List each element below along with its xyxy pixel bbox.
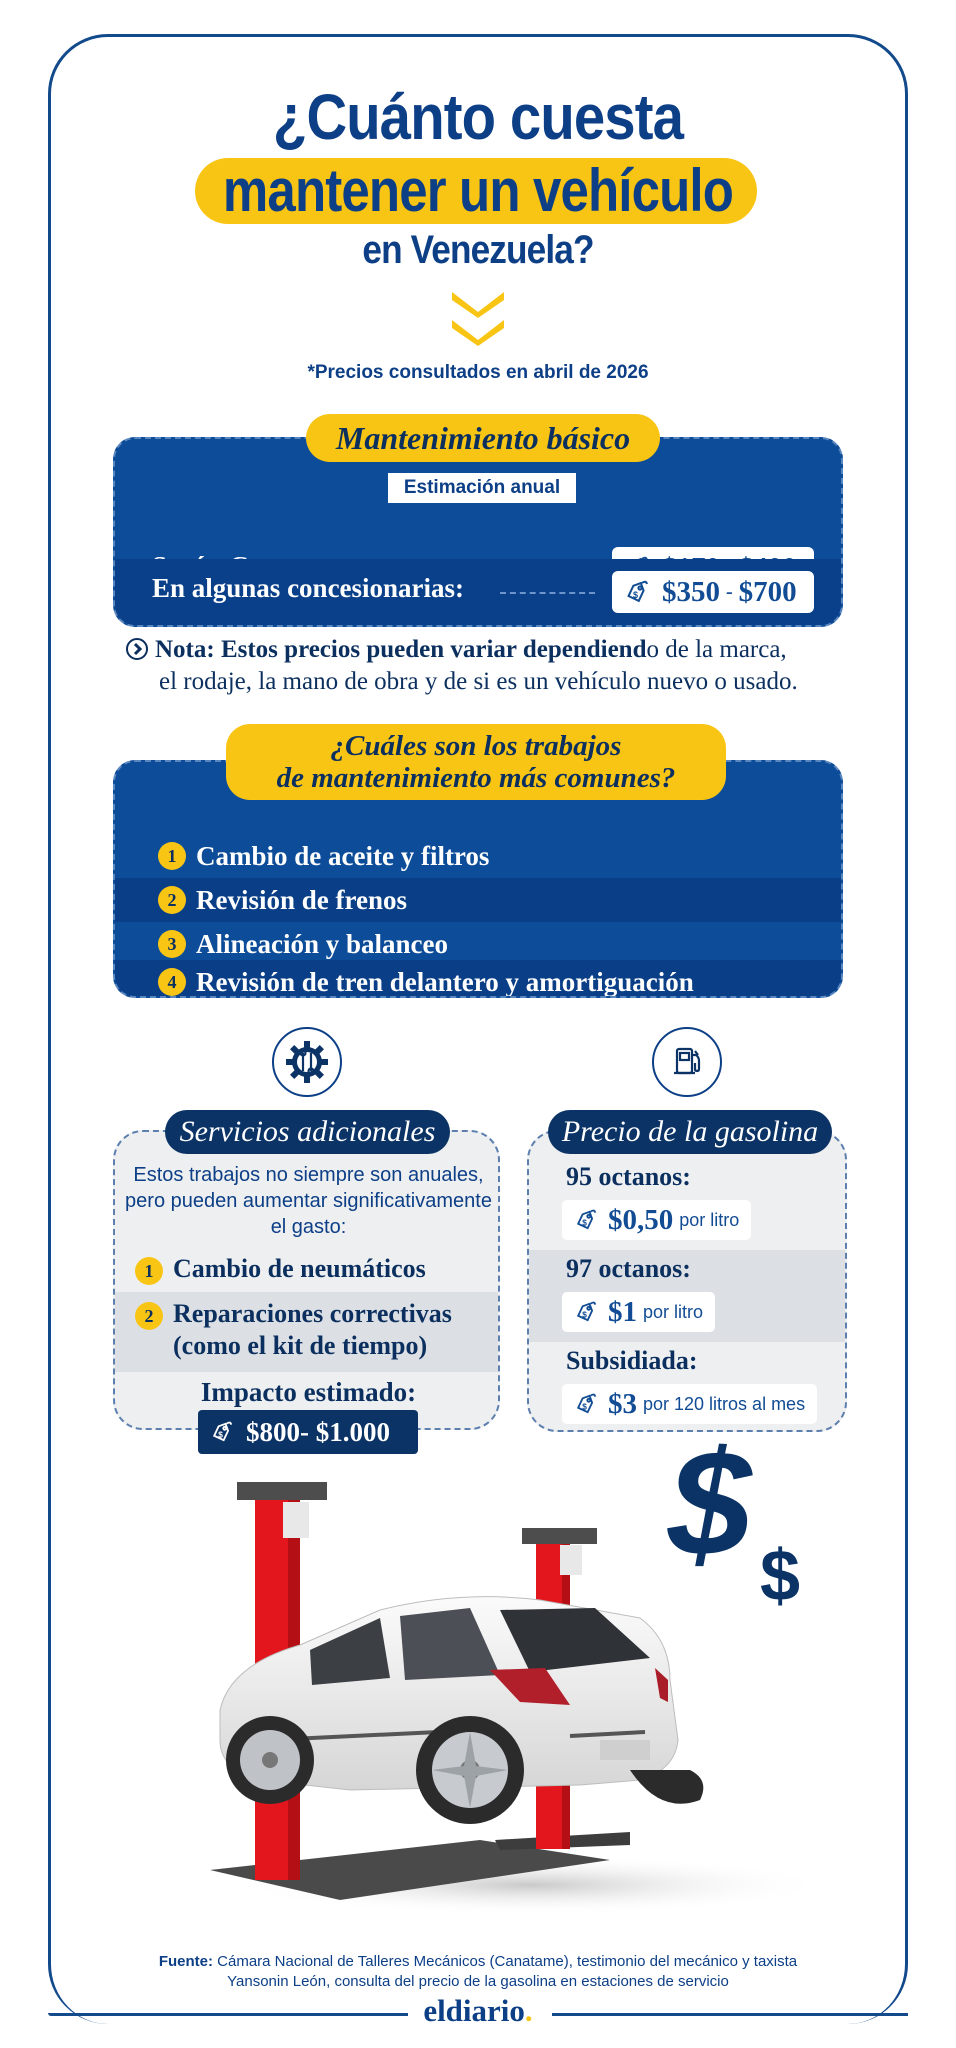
gas-price-box (562, 1384, 817, 1424)
gas-unit: por litro (679, 1209, 740, 1230)
chevron-down-icon (450, 290, 506, 318)
gas-amount: $3 (608, 1387, 637, 1420)
gas-amount: $0,50 (608, 1203, 674, 1236)
price-low: $350 (662, 575, 720, 608)
gas-price-box (562, 1200, 751, 1240)
gas-unit: por 120 litros al mes (643, 1393, 806, 1414)
source-text-line-2: Yansonin León, consulta del precio de la gasolina en estaciones de servicio (227, 1973, 729, 1990)
eldiario-logo (0, 1993, 956, 2029)
gas-price-box (562, 1292, 715, 1332)
fuel-pump-icon (652, 1027, 722, 1097)
price-tag-icon (210, 1420, 234, 1444)
price-high: $700 (738, 575, 797, 608)
job-label: Alineación y balanceo (196, 928, 449, 959)
impact-value-box (198, 1410, 418, 1454)
list-item (115, 1249, 500, 1291)
logo-text: eldiario (423, 1993, 525, 2028)
price-variation-note (125, 634, 845, 698)
annual-estimate-label: Estimación anual (388, 473, 576, 503)
price-tag-icon (624, 579, 650, 605)
svg-text:$: $ (582, 1217, 587, 1228)
dollar-sign-small-icon: $ (760, 1536, 801, 1616)
price-tag-icon (574, 1300, 598, 1324)
octane-label: 95 octanos: (566, 1162, 691, 1191)
job-label: Revisión de tren delantero y amortiguación (196, 966, 694, 997)
chevron-right-circle-icon (125, 637, 149, 661)
job-label: Cambio de aceite y filtros (196, 840, 490, 871)
common-jobs-title-line-1: ¿Cuáles son los trabajos (330, 730, 622, 762)
price-date-note: *Precios consultados en abril de 2026 (307, 362, 649, 383)
note-text-line-2: el rodaje, la mano de obra y de si es un vehículo nuevo o usado. (159, 668, 798, 695)
list-item (115, 960, 843, 998)
section-title-common-jobs (226, 724, 726, 800)
number-badge: 4 (158, 968, 186, 996)
gas-price-row (529, 1250, 847, 1342)
impact-label: Impacto estimado: (200, 1377, 417, 1407)
section-title-gasoline: Precio de la gasolina (548, 1110, 832, 1154)
impact-value: $800- $1.000 (246, 1416, 390, 1447)
common-jobs-title-line-2: de mantenimiento más comunes? (276, 762, 676, 794)
svg-text:$: $ (633, 590, 639, 600)
number-badge: 2 (135, 1302, 163, 1330)
note-text: o de la marca, (646, 636, 787, 663)
svg-text:$: $ (582, 1401, 587, 1412)
price-row (115, 559, 843, 627)
octane-label: Subsidiada: (566, 1346, 698, 1375)
octane-label: 97 octanos: (566, 1254, 691, 1283)
svg-text:$: $ (582, 1309, 587, 1320)
service-label: Reparaciones correctivas (como el kit de tiempo) (173, 1299, 452, 1360)
service-label: Cambio de neumáticos (173, 1254, 426, 1283)
gas-unit: por litro (643, 1301, 704, 1322)
section-title-additional-services: Servicios adicionales (165, 1110, 450, 1154)
price-tag-icon (574, 1392, 598, 1416)
list-item (115, 834, 843, 878)
gas-price-row (529, 1158, 847, 1250)
number-badge: 3 (158, 930, 186, 958)
car-on-lift-illustration (200, 1440, 820, 1920)
gas-amount: $1 (608, 1295, 637, 1328)
list-item (115, 1292, 500, 1372)
gear-wrench-icon (272, 1027, 342, 1097)
title-line-3: en Venezuela? (362, 228, 594, 272)
price-row-label: En algunas concesionarias: (152, 573, 465, 603)
note-bold-text: Nota: Estos precios pueden variar dependiend (155, 636, 647, 663)
section-title-basic-maintenance: Mantenimiento básico (306, 414, 660, 462)
price-tag-icon (574, 1208, 598, 1232)
logo-dot: . (524, 1993, 533, 2028)
title-line-1: ¿Cuánto cuesta (272, 81, 684, 153)
list-item (115, 878, 843, 922)
additional-services-description: Estos trabajos no siempre son anuales, pero pueden aumentar significativamente el gasto: (125, 1164, 492, 1238)
title-line-2: mantener un vehículo (222, 157, 734, 224)
job-label: Revisión de frenos (196, 884, 408, 915)
gasoline-panel (527, 1130, 847, 1432)
number-badge: 1 (158, 842, 186, 870)
gas-price-row (529, 1342, 847, 1432)
chevron-down-icon (450, 318, 506, 346)
price-range-box (612, 571, 814, 613)
additional-services-panel (113, 1130, 500, 1430)
price-separator: - (726, 580, 733, 603)
source-text-line-1: Cámara Nacional de Talleres Mecánicos (Canatame), testimonio del mecánico y taxista (213, 1953, 798, 1970)
source-label: Fuente: (158, 1953, 213, 1970)
source-citation (0, 1952, 956, 1992)
number-badge: 1 (135, 1257, 163, 1285)
dollar-sign-large-icon: $ (668, 1440, 752, 1587)
svg-text:$: $ (218, 1429, 223, 1440)
number-badge: 2 (158, 886, 186, 914)
basic-maintenance-panel (113, 437, 843, 627)
dotted-leader (500, 592, 595, 594)
price-row (115, 499, 843, 559)
